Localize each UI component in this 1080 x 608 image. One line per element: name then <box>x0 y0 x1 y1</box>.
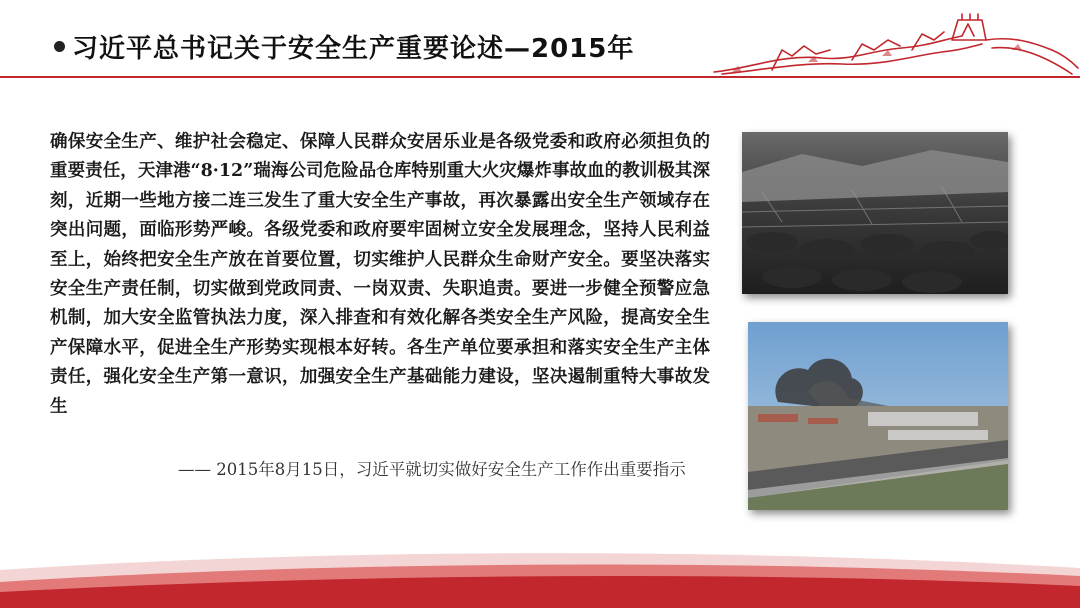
body-paragraph: 确保安全生产、维护社会稳定、保障人民群众安居乐业是各级党委和政府必须担负的重要责任，天津港“8·12”瑞海公司危险品仓库特别重大火灾爆炸事故血的教训极其深刻，近期一些地方接二连三发生了重大安全生产事故，再次暴露出安全生产领域存在突出问题，面临形势严峻。各级党委和政府要牢固树立安全发展理念，坚持人民利益至上，始终把安全生产放在首要位置，切实维护人民群众生命财产安全。要坚决落实安全生产责任制，切实做到党政同责、一岗双责、失职追责。要进一步健全预警应急机制，加大安全监管执法力度，深入排查和有效化解各类安全生产风险，提高安全生产保障水平，促进全生产形势实现根本好转。各生产单位要承担和落实安全生产主体责任，强化安全生产第一意识，加强安全生产基础能力建设，坚决遏制重特大事故发生 <box>50 132 710 417</box>
header-divider <box>0 76 1080 78</box>
slide-title: 习近平总书记关于安全生产重要论述—2015年 <box>72 34 635 64</box>
slide-header <box>0 0 1080 80</box>
port-aerial-photo <box>748 322 1008 510</box>
footer-wave-decoration <box>0 540 1080 608</box>
attribution-line: —— 2015年8月15日，习近平就切实做好安全生产工作作出重要指示 <box>178 460 686 479</box>
explosion-aftermath-photo <box>742 132 1008 294</box>
bullet-dot-icon <box>54 41 65 52</box>
great-wall-icon <box>712 10 1080 76</box>
